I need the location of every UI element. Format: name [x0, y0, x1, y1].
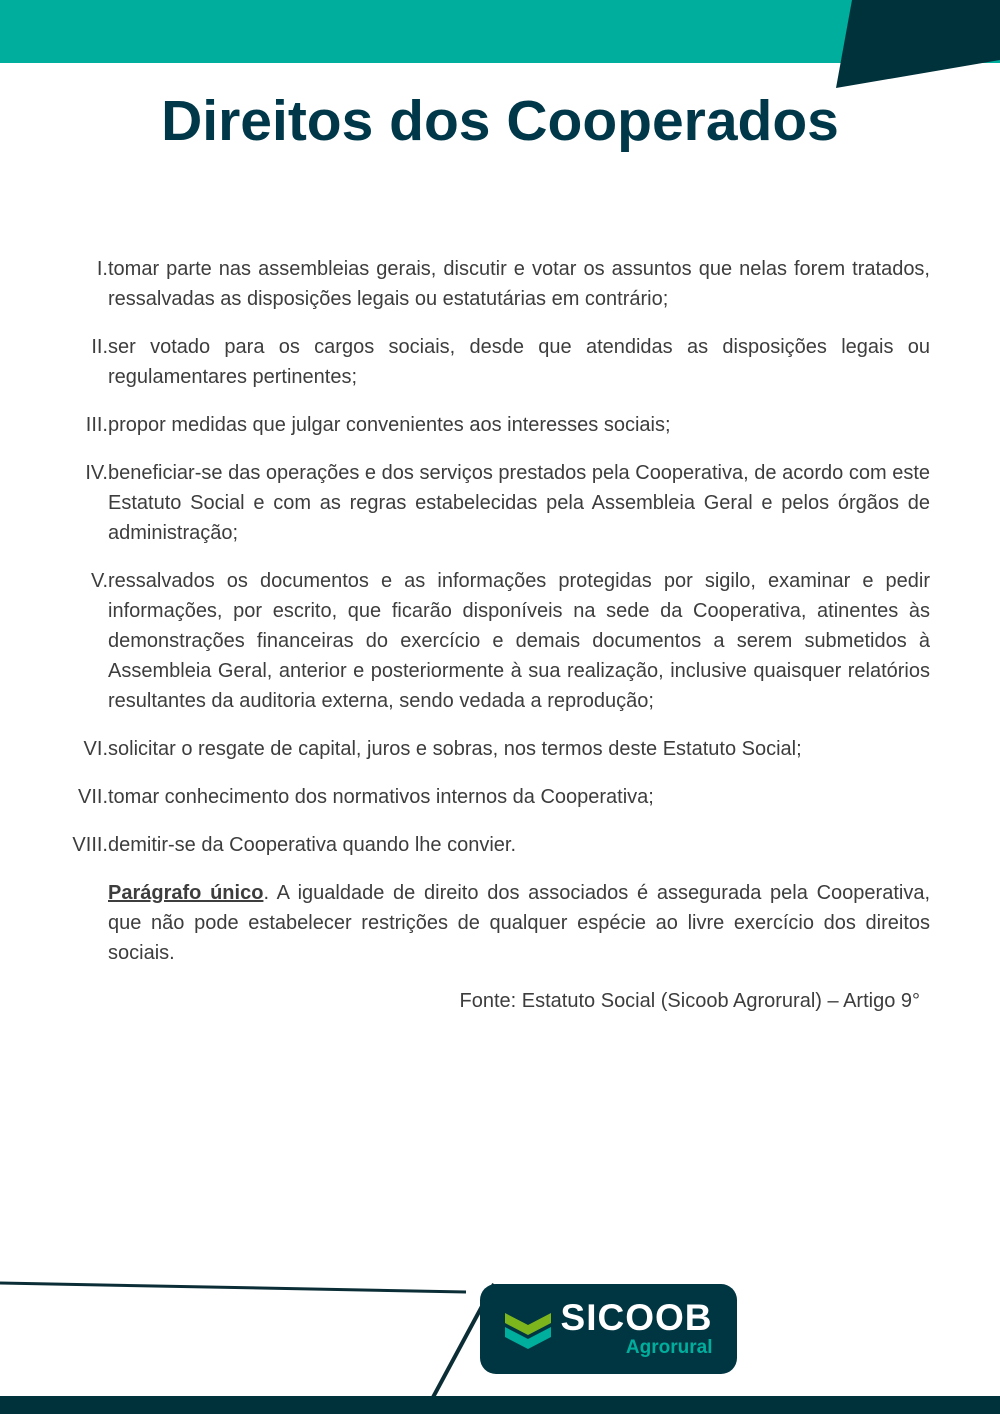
list-item — [36, 734, 930, 764]
list-item — [36, 332, 930, 392]
item-numeral: VIII. — [72, 834, 108, 856]
sicoob-logo-box — [480, 1284, 737, 1374]
item-text: demitir-se da Cooperativa quando lhe convier. — [108, 834, 517, 856]
sicoob-chevron-icon — [505, 1309, 551, 1349]
list-item — [36, 254, 930, 314]
footer-bottom-band — [0, 1396, 1000, 1414]
item-numeral: VII. — [77, 786, 108, 808]
header-accent-wedge — [836, 0, 1000, 88]
source-citation: Fonte: Estatuto Social (Sicoob Agrorural) – Artigo 9° — [459, 990, 920, 1012]
item-text: propor medidas que julgar convenientes aos interesses sociais; — [108, 414, 671, 436]
logo-text — [560, 1297, 713, 1358]
item-text: ressalvados os documentos e as informações protegidas por sigilo, examinar e pedir informações, por escrito, que ficarão disponíveis na sede da Cooperativa, atinentes às demonstrações financeiras do exercício e demais documentos a serem submetidos à Assembleia Geral, anterior e posteriormente à sua realização, inclusive quaisquer relatórios resultantes da auditoria externa, sendo vedada a reprodução; — [108, 570, 930, 712]
page-title: Direitos dos Cooperados — [161, 89, 839, 153]
list-item — [36, 566, 930, 716]
list-item — [36, 458, 930, 548]
item-numeral: II. — [91, 336, 108, 358]
item-numeral: III. — [85, 414, 108, 436]
item-numeral: I. — [96, 258, 108, 280]
item-text: tomar conhecimento dos normativos internos da Cooperativa; — [108, 786, 654, 808]
item-text: solicitar o resgate de capital, juros e sobras, nos termos deste Estatuto Social; — [108, 738, 802, 760]
list-item — [36, 782, 930, 812]
rights-list — [36, 254, 930, 1016]
item-numeral: VI. — [83, 738, 108, 760]
list-item — [36, 410, 930, 440]
logo-brand-text: SICOOB — [560, 1297, 713, 1338]
item-numeral: IV. — [85, 462, 108, 484]
list-item — [36, 830, 930, 860]
sicoob-logo — [505, 1297, 713, 1358]
item-text: beneficiar-se das operações e dos serviços prestados pela Cooperativa, de acordo com este Estatuto Social e com as regras estabelecidas pela Assembleia Geral e pelos órgãos de administração; — [108, 462, 930, 544]
paragraph-unique — [108, 878, 930, 968]
paragraph-lead: Parágrafo único — [108, 882, 264, 904]
item-numeral: V. — [90, 570, 108, 592]
header-band — [0, 0, 1000, 92]
item-text: tomar parte nas assembleias gerais, discutir e votar os assuntos que nelas forem tratados, ressalvadas as disposições legais ou estatutárias em contrário; — [108, 258, 930, 310]
logo-sub-text: Agrorural — [625, 1337, 713, 1358]
paragraph-text: . A igualdade de direito dos associados é assegurada pela Cooperativa, que não pode estabelecer restrições de qualquer espécie ao livre exercício dos direitos sociais. — [108, 882, 930, 964]
footer-thin-line — [0, 1283, 466, 1292]
item-text: ser votado para os cargos sociais, desde que atendidas as disposições legais ou regulamentares pertinentes; — [108, 336, 930, 388]
